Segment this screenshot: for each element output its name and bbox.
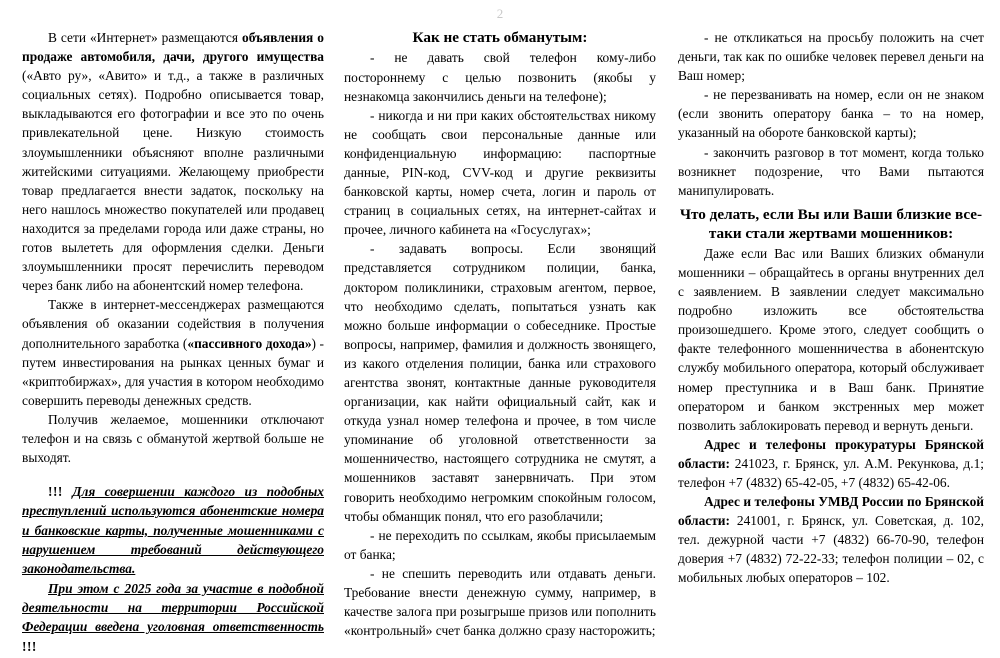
spacer: [22, 467, 324, 482]
warning-block-1: [22, 482, 324, 578]
bullet-never-share-personal-data: - никогда и ни при каких обстоятельствах никому не сообщать свои персональные данные или конфиденциальную информацию: паспортные данные, PIN-код, CVV-код и другие реквизиты банковской карты, номер счета, логин и пароль от страниц в социальных сетях, на интернет-сайтах и прочее, личного кабинета на «Госуслугах»;: [344, 107, 656, 238]
contact-police: [678, 492, 984, 587]
paragraph-online-ads: [22, 28, 324, 295]
para1-lead: В сети «Интернет» размещаются: [48, 30, 242, 45]
warning-text-2: При этом с 2025 года за участие в подобной деятельности на территории Российской Федерации введена уголовная ответственность: [22, 580, 324, 635]
exclamation-suffix: !!!: [22, 638, 37, 654]
paragraph-fraudsters-disappear: Получив желаемое, мошенники отключают телефон и на связь с обманутой жертвой больше не выходят.: [22, 411, 324, 466]
bullet-end-conversation-on-suspicion: - закончить разговор в тот момент, когда только возникнет подозрение, что Вами пытаются манипулировать.: [678, 144, 984, 198]
bullet-dont-respond-to-deposit-request: - не откликаться на просьбу положить на счет деньги, так как по ошибке человек перевел деньги на Ваш номер;: [678, 30, 984, 84]
para2-bold: «пассивного дохода»: [187, 335, 312, 351]
page-number: 2: [496, 6, 504, 21]
contact-police-label: Адрес и телефоны УМВД России по Брянской области:: [678, 494, 984, 529]
contact-prosecutor-value: 241023, г. Брянск, ул. А.М. Рекункова, д.1; телефон +7 (4832) 65-42-05, +7 (4832) 65-42-06.: [678, 455, 984, 490]
bullet-dont-rush-transfers: - не спешить переводить или отдавать деньги. Требование внести денежную сумму, например, в качестве залога при розыгрыше призов или пополнить «контрольный» счет банка должно сразу насторожить;: [344, 565, 656, 639]
para1-bold: объявления о продаже автомобиля, дачи, другого имущества: [22, 30, 324, 65]
warning-block-2: [22, 579, 324, 656]
paragraph-messenger-ads: [22, 295, 324, 410]
exclamation-prefix: !!!: [48, 484, 63, 500]
paragraph-report-to-police: Даже если Вас или Ваших близких обманули мошенники – обращайтесь в органы внутренних дел с заявлением. В заявлении следует максимально подробно изложить все обстоятельства произошедшего. Кроме этого, следует сообщить о факте телефонного мошенничества в абонентскую службу мобильного оператора, который обслуживает номер преступника и в Ваш банк. Принятие оператором и банком экстренных мер может позволить заблокировать перевод и вернуть деньги.: [678, 245, 984, 433]
column-left: [0, 28, 334, 656]
heading-how-not-to-be-deceived: Как не стать обманутым:: [412, 29, 588, 46]
contact-police-value: 241001, г. Брянск, ул. Советская, д. 102, тел. дежурной части +7 (4832) 66-70-90, телефон доверия +7 (4832) 72-22-33; телефон полиции – 02, с мобильных любых операторов – 102.: [678, 513, 984, 586]
bullet-dont-give-phone: - не давать свой телефон кому-либо постороннему с целью позвонить (якобы у незнакомца закончились деньги на телефоне);: [344, 50, 656, 104]
column-right: [666, 28, 1000, 588]
para2-lead: Также в интернет-мессенджерах размещаются объявления об оказании содействия в получения дополнительного заработка (: [22, 297, 324, 351]
para1-rest: («Авто ру», «Авито» и т.д., а также в различных социальных сетях). Подробно описывается товар, выкладываются его фотографии и все это по очень привлекательной цене. Низкую стоимость злоумышленники объясняют вполне различными житейскими ситуациями. Желающему приобрести товар предлагается внести задаток, поскольку на него нашлось множество покупателей или продавец находится за пределами города или даже страны, но готов вылететь для оформления сделки. Деньги злоумышленники просят перечислить переводом через банк либо на абонентский номер телефона.: [22, 68, 324, 294]
bullet-dont-follow-links: - не переходить по ссылкам, якобы присылаемым от банка;: [344, 527, 656, 562]
warning-text-1: Для совершении каждого из подобных преступлений используются абонентские номера и банковские карты, полученные мошенниками с нарушением требований действующего законодательства.: [22, 484, 325, 577]
heading-what-to-do-if-victim: Что делать, если Вы или Ваши близкие все-таки стали жертвами мошенников:: [679, 205, 983, 242]
contact-prosecutor-label: Адрес и телефоны прокуратуры Брянской области:: [678, 436, 984, 471]
para2-rest: ) - путем инвестирования на рынках ценных бумаг и «криптобиржах», для участия в котором необходимо совершить переводы денежных средств.: [22, 335, 324, 408]
bullet-ask-questions: - задавать вопросы. Если звонящий представляется сотрудником полиции, банка, доктором поликлиники, страховым агентом, первое, что необходимо сделать, попытаться узнать как можно больше информации о собеседнике. Простые вопросы, например, фамилия и должность звонящего, из какого отделения полиции, банка или страхового агентства звонят, контактные данные руководителя организации, как найти официальный сайт, как и откуда узнал номер телефона и прочее, в том числе упоминание об уголовной ответственности за мошенничество, настоящего сотрудника не смутят, а мошенников заставят занервничать. При этом говорить необходимо негромким спокойным голосом, чтобы обманщик понял, что его разоблачили;: [344, 241, 656, 524]
three-column-layout: [0, 28, 1000, 653]
contact-prosecutor: [678, 435, 984, 492]
column-middle: [334, 28, 666, 640]
bullet-dont-call-back-unknown: - не перезванивать на номер, если он не знаком (если звонить оператору банка – то на номер, указанный на обороте банковской карты);: [678, 87, 984, 141]
